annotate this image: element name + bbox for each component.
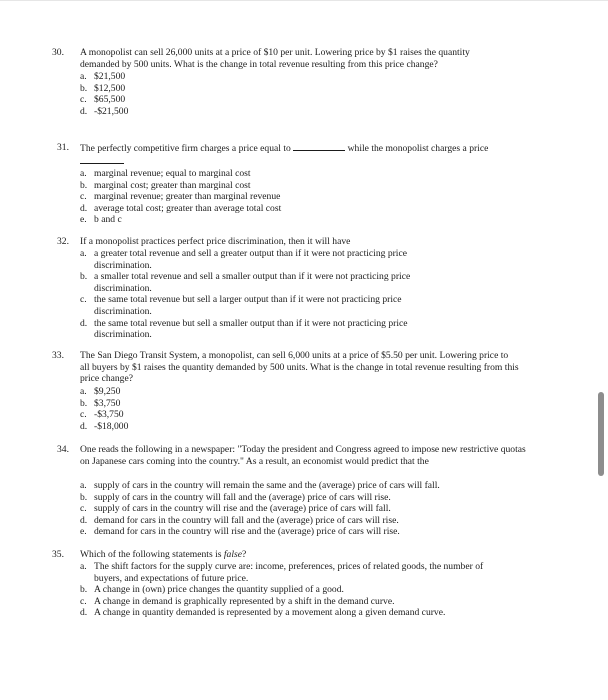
option[interactable]: b. $12,500 [80,82,126,94]
question-stem: A monopolist can sell 26,000 units at a price of $10 per unit. Lowering price by $1 raises the quantity demanded by 500 units. What is the change in total revenue resulting from this price change? [80,47,470,70]
option[interactable]: a. The shift factors for the supply curve are: income, preferences, prices of related goods, the number of buyers, and expectations of future price. [80,561,484,584]
scrollbar-thumb[interactable] [598,392,604,476]
question-stem: One reads the following in a newspaper: "Today the president and Congress agreed to impose new restrictive quotas on Japanese cars coming into the country." As a result, an economist would predict that the [80,444,526,467]
page-top-border [0,0,608,1]
option[interactable]: d. A change in quantity demanded is represented by a movement along a given demand curve. [80,607,446,619]
question-number: 31. [57,142,69,153]
option[interactable]: d. the same total revenue but sell a smaller output than if it were not practicing price discrimination. [80,317,408,341]
option[interactable]: b. supply of cars in the country will fall and the (average) price of cars will rise. [80,491,391,503]
option[interactable]: a. $21,500 [80,71,126,82]
question-number: 32. [57,236,69,247]
question-stem: The San Diego Transit System, a monopolist, can sell 6,000 units at a price of $5.50 per unit. Lowering price to all buyers by $1 raises the quantity demanded by 500 units. What is the change in total revenue resulting from this price change? [80,350,519,385]
option[interactable]: a. supply of cars in the country will remain the same and the (average) price of cars will fall. [80,480,440,491]
option[interactable]: d. -$18,000 [80,420,129,432]
option[interactable]: c. the same total revenue but sell a larger output than if it were not practicing price discrimination. [80,294,402,317]
option[interactable]: c. marginal revenue; greater than marginal revenue [80,191,281,203]
option[interactable]: a. a greater total revenue and sell a greater output than if it were not practicing price discrimination. [80,248,407,271]
option[interactable]: b. A change in (own) price changes the quantity supplied of a good. [80,584,344,596]
question-stem: Which of the following statements is false? [80,549,247,560]
option[interactable]: b. marginal cost; greater than marginal cost [80,179,251,191]
options-list [80,561,490,619]
option[interactable]: d. -$21,500 [80,105,129,117]
answer-blank [293,142,345,151]
question-stem: The perfectly competitive firm charges a price equal to while the monopolist charges a price [80,142,550,167]
question-number: 34. [57,444,69,455]
option[interactable]: b. $3,750 [80,397,121,409]
options-list [80,248,460,341]
option[interactable]: b. a smaller total revenue and sell a smaller output than if it were not practicing price discrimination. [80,271,411,294]
option[interactable]: e. b and c [80,214,122,226]
question-stem: If a monopolist practices perfect price discrimination, then it will have [80,236,351,247]
answer-blank [80,155,124,164]
option[interactable]: d. average total cost; greater than average total cost [80,202,282,214]
option[interactable]: a. marginal revenue; equal to marginal cost [80,168,251,179]
option[interactable]: a. $9,250 [80,386,121,397]
options-list [80,480,510,538]
option[interactable]: e. demand for cars in the country will rise and the (average) price of cars will rise. [80,526,400,538]
option[interactable]: c. $65,500 [80,94,126,106]
options-list [80,386,128,432]
options-list [80,71,128,117]
question-number: 35. [52,549,64,560]
options-list [80,168,281,226]
option[interactable]: c. -$3,750 [80,409,124,421]
question-number: 30. [52,47,64,58]
option[interactable]: c. supply of cars in the country will rise and the (average) price of cars will fall. [80,503,391,515]
option[interactable]: d. demand for cars in the country will fall and the (average) price of cars will rise. [80,514,399,526]
question-number: 33. [52,350,64,361]
option[interactable]: c. A change in demand is graphically represented by a shift in the demand curve. [80,595,395,607]
